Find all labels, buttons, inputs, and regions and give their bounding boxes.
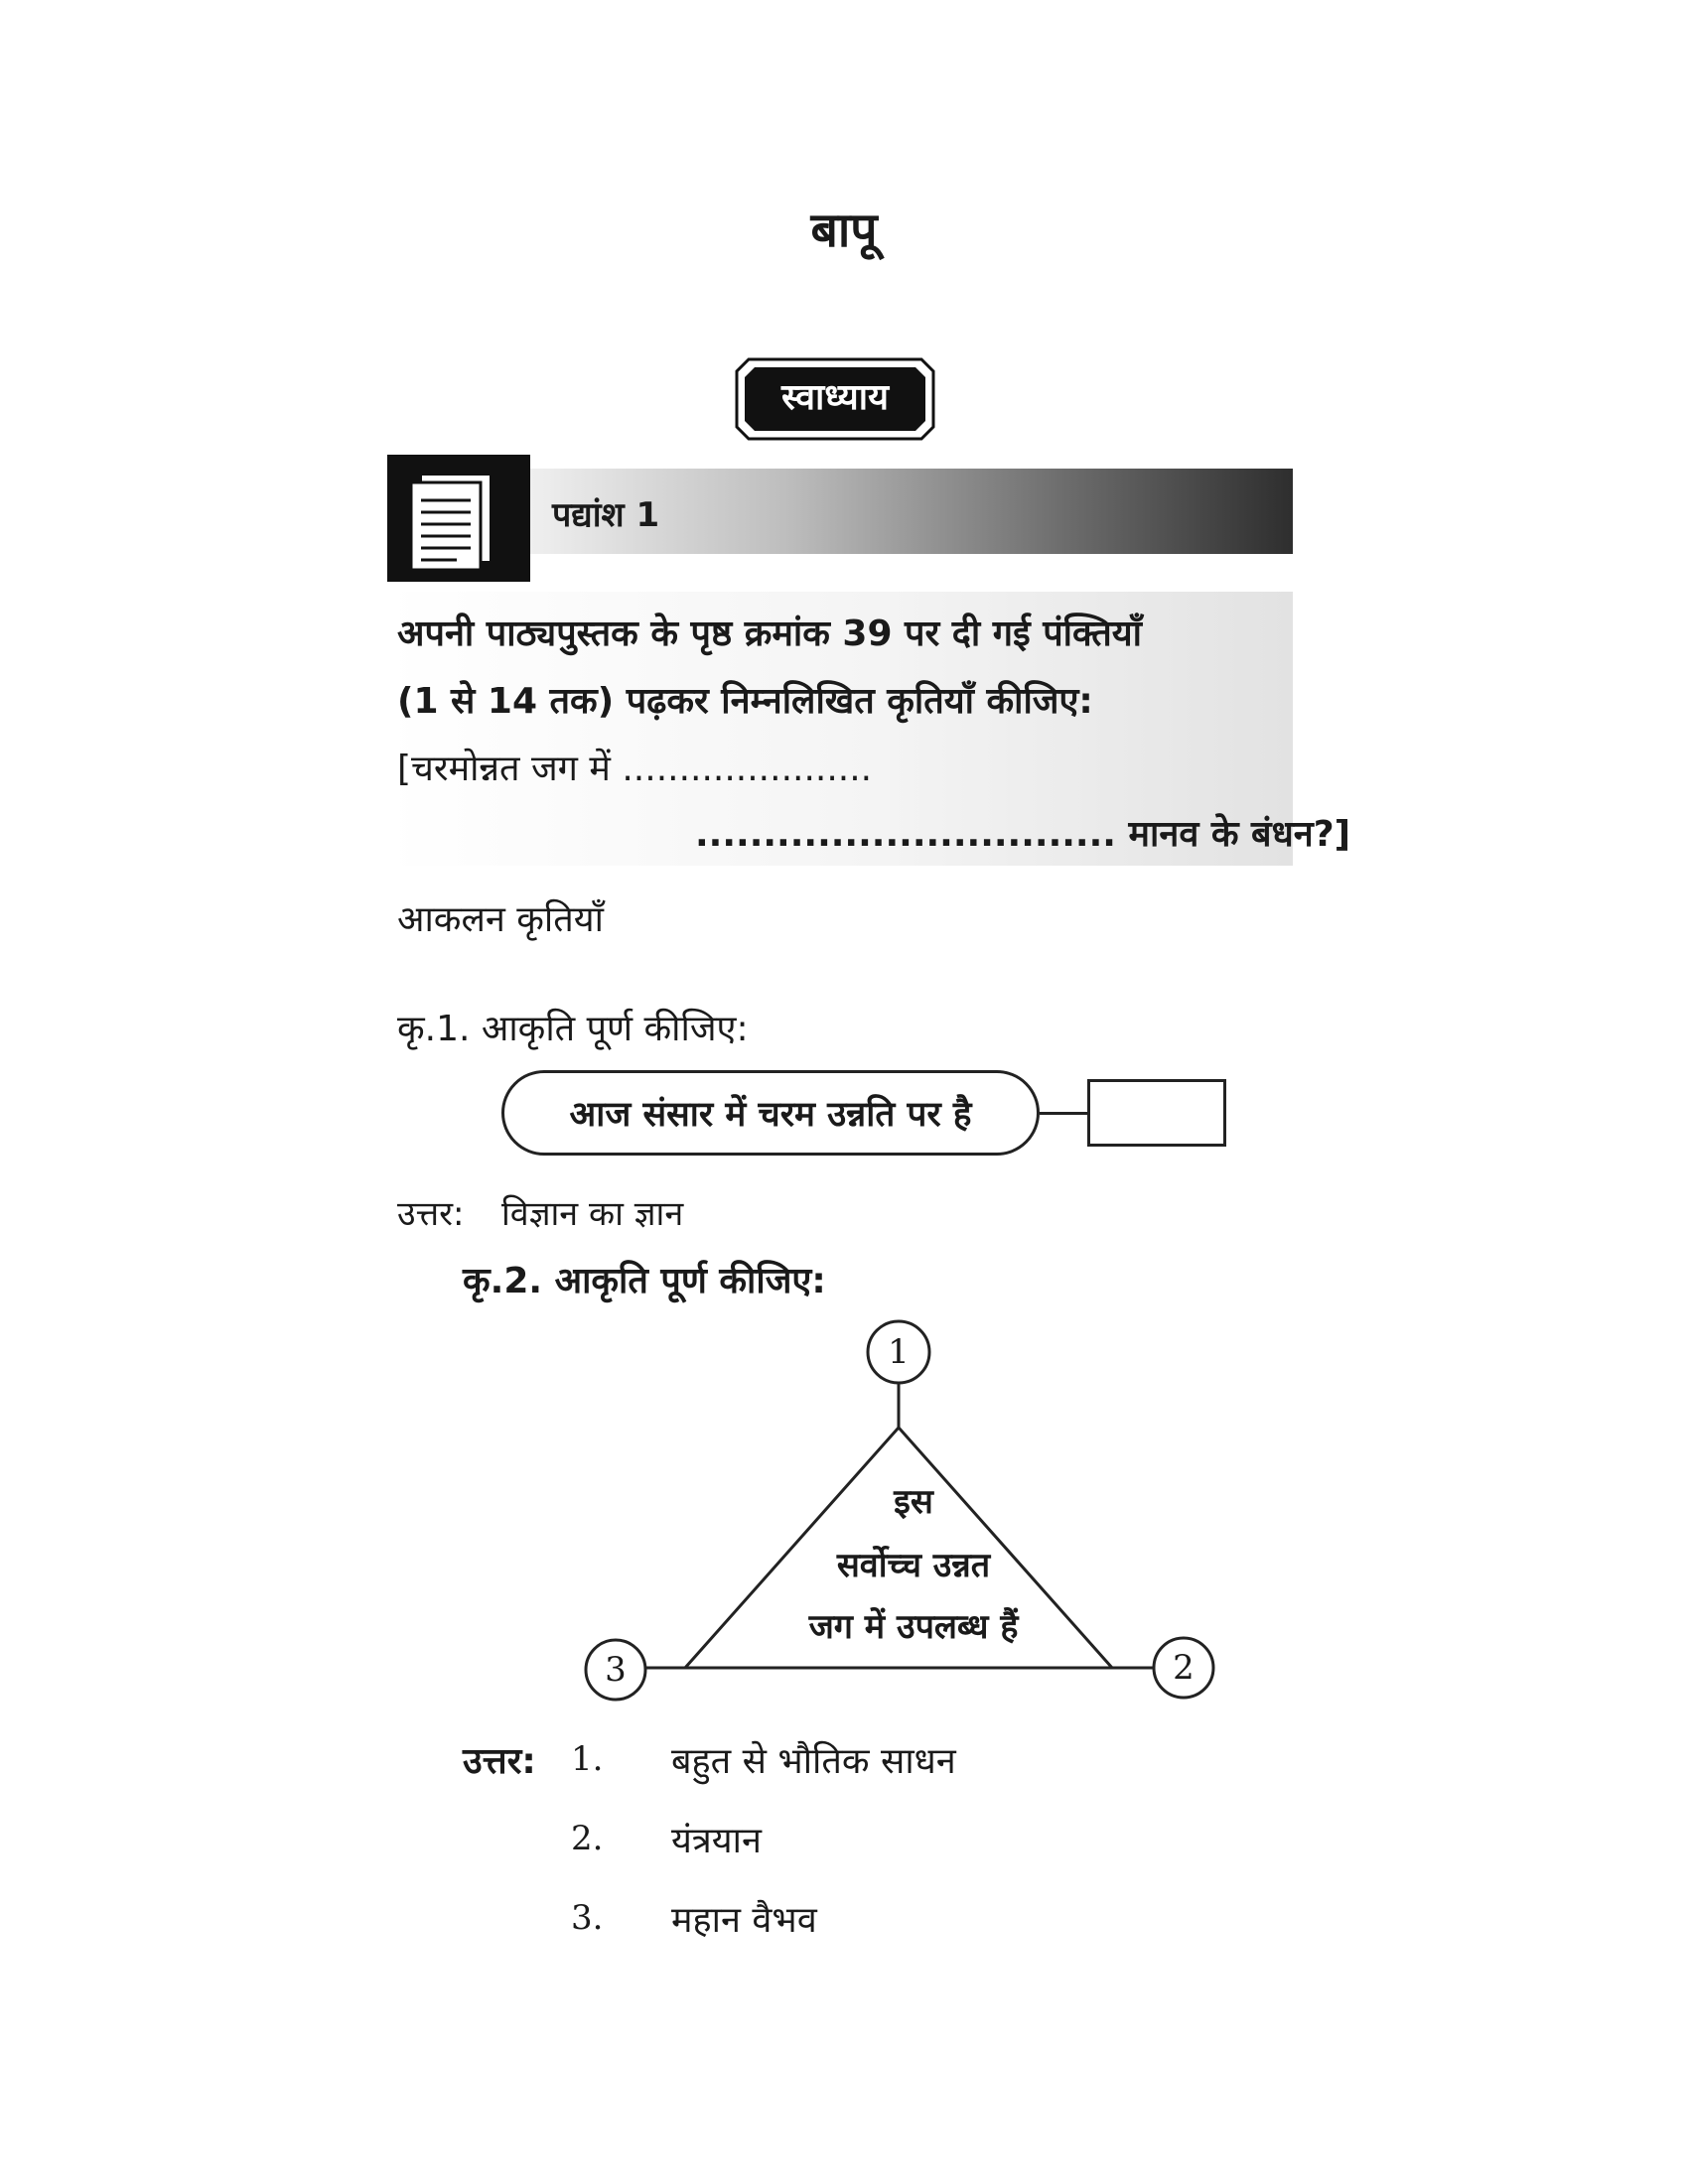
q2-answer-2-num: 2. [571, 1819, 604, 1858]
page-title: बापू [810, 203, 878, 258]
q2-node-3: 3 [605, 1650, 627, 1690]
q1-answer-text: विज्ञान का ज्ञान [501, 1194, 684, 1234]
section-label: पद्यांश 1 [552, 495, 660, 535]
q2-node-1: 1 [888, 1332, 910, 1372]
instruction-line-2: (1 से 14 तक) पढ़कर निम्नलिखित कृतियाँ कीजिए: [397, 681, 1093, 722]
instruction-line-1: अपनी पाठ्यपुस्तक के पृष्ठ क्रमांक 39 पर दी गई पंक्तियाँ [397, 614, 1142, 654]
subheading: आकलन कृतियाँ [397, 899, 604, 940]
q2-answer-3-text: महान वैभव [671, 1900, 817, 1941]
q1-answer-label: उत्तर: [397, 1194, 465, 1234]
q2-answer-3-num: 3. [571, 1898, 604, 1938]
q1-label: कृ.1. आकृति पूर्ण कीजिए: [397, 1009, 749, 1049]
q2-answer-1-num: 1. [571, 1739, 604, 1779]
q1-pill-text: आज संसार में चरम उन्नति पर है [569, 1095, 972, 1135]
document-icon-block [387, 455, 530, 582]
q1-connector-line [1040, 1112, 1087, 1115]
q2-triangle-line-2: सर्वोच्च उन्नत [836, 1546, 991, 1585]
q2-answer-2-text: यंत्रयान [671, 1821, 762, 1861]
instruction-line-4: ............................... मानव के बंधन?] [695, 814, 1351, 855]
badge-label: स्वाध्याय [781, 377, 889, 418]
instruction-line-3: [चरमोन्नत जग में ...................... [397, 749, 873, 789]
q2-triangle-line-1: इस [894, 1482, 933, 1522]
q1-answer-box [1087, 1079, 1226, 1147]
q2-answer-label: उत्तर: [463, 1741, 536, 1782]
document-icon [387, 455, 530, 582]
q2-answer-1-text: बहुत से भौतिक साधन [671, 1741, 956, 1782]
q2-triangle-line-3: जग में उपलब्ध हैं [808, 1607, 1019, 1647]
q2-label: कृ.2. आकृति पूर्ण कीजिए: [463, 1261, 826, 1301]
q2-node-2: 2 [1173, 1648, 1195, 1688]
